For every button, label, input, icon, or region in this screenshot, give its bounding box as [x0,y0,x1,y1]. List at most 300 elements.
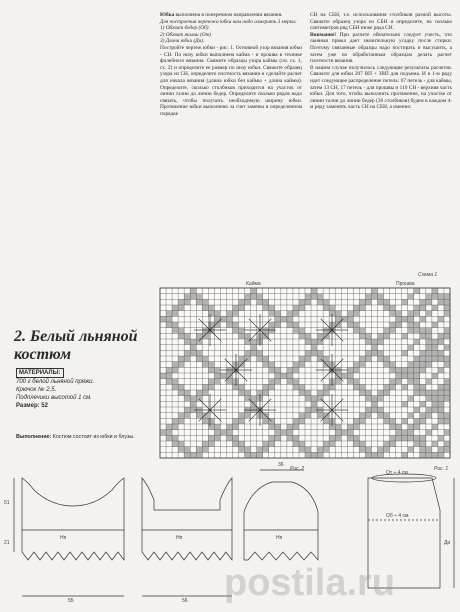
size-value: 52 [41,403,48,409]
chart-cell [293,424,299,430]
chart-cell [293,435,299,441]
chart-cell [208,311,214,317]
chart-cell [444,328,450,334]
chart-cell [371,339,377,345]
chart-cell [426,362,432,368]
material-line: Подплечики высотой 1 см. [16,395,92,401]
chart-cell [293,384,299,390]
chart-cell [239,418,245,424]
chart-cell [371,452,377,458]
chart-cell [420,328,426,334]
chart-cell [263,356,269,362]
chart-cell [239,441,245,447]
chart-cell [245,396,251,402]
chart-cell [305,407,311,413]
chart-cell [305,299,311,305]
chart-cell [402,401,408,407]
chart-cell [299,413,305,419]
chart-cell [293,441,299,447]
chart-cell [390,362,396,368]
chart-cell [384,333,390,339]
paragraph: 2) Обхват талии (От) [160,31,212,38]
chart-cell [420,390,426,396]
chart-cell [396,311,402,317]
chart-cell [311,350,317,356]
chart-cell [347,367,353,373]
chart-cell [178,328,184,334]
chart-cell [202,447,208,453]
front-lower-height-label: 21 [4,540,10,546]
chart-cell [202,299,208,305]
chart-cell [299,356,305,362]
chart-cell [305,350,311,356]
chart-cell [208,418,214,424]
chart-cell [275,424,281,430]
chart-cell [432,452,438,458]
chart-cell [414,418,420,424]
materials-block [16,368,156,410]
chart-cell [172,322,178,328]
chart-cell [239,390,245,396]
chart-cell [202,384,208,390]
chart-cell [275,316,281,322]
chart-cell [444,418,450,424]
chart-cell [384,441,390,447]
chart-cell [166,316,172,322]
chart-cell [263,418,269,424]
material-line: 700 г белой льняной пряжи. [16,379,95,385]
chart-cell [263,299,269,305]
chart-cell [384,356,390,362]
chart-cell [251,288,257,294]
chart-cell [245,452,251,458]
chart-cell [408,379,414,385]
chart-cell [420,316,426,322]
chart-cell [359,299,365,305]
paragraph: В нашем случае получилось следующие результаты расчетов. Свяжите для юбки 207 ВП + 3ВП для подъема. И в 1-м ряду идет следующее распределение петель: 67 петель - для каймы, затем 13 СН, 17 петель - для прошвы и 110 СН - верхняя часть юбки. Для того, чтобы выполнить протяжение, на участке от линии талии до линии бедер (36 столбиков) будем в каждом 4-м ряду заменять часть СН на СБН, а именно: [310,64,452,111]
chart-cell [239,305,245,311]
chart-cell [275,435,281,441]
chart-cell [384,305,390,311]
chart-cell [438,447,444,453]
chart-cell [390,311,396,317]
chart-cell [160,430,166,436]
chart-cell [196,350,202,356]
chart-cell [432,350,438,356]
chart-cell [414,424,420,430]
chart-cell [311,294,317,300]
chart-cell [378,396,384,402]
chart-cell [208,424,214,430]
chart-cell [432,339,438,345]
chart-cell [438,413,444,419]
chart-cell [275,430,281,436]
chart-cell [378,356,384,362]
chart-cell [426,452,432,458]
chart-cell [438,294,444,300]
chart-cell [408,362,414,368]
chart-cell [390,367,396,373]
chart-cell [353,418,359,424]
chart-cell [444,430,450,436]
chart-cell [444,311,450,317]
chart-cell [438,452,444,458]
chart-cell [311,288,317,294]
chart-cell [335,435,341,441]
chart-cell [365,339,371,345]
chart-cell [226,316,232,322]
chart-cell [202,441,208,447]
chart-cell [444,379,450,385]
chart-cell [202,390,208,396]
chart-cell [245,339,251,345]
chart-cell [323,390,329,396]
back-pattern [142,478,232,560]
chart-cell [233,435,239,441]
chart-cell [384,328,390,334]
chart-cell [444,441,450,447]
chart-cell [353,362,359,368]
chart-cell [245,294,251,300]
chart-cell [414,435,420,441]
chart-cell [365,407,371,413]
chart-cell [414,441,420,447]
chart-cell [365,447,371,453]
chart-cell [245,299,251,305]
chart-cell [408,367,414,373]
chart-cell [317,413,323,419]
chart-cell [305,452,311,458]
chart-cell [287,373,293,379]
chart-cell [178,384,184,390]
chart-cell [317,447,323,453]
chart-cell [233,305,239,311]
chart-cell [432,294,438,300]
chart-cell [426,396,432,402]
chart-cell [414,328,420,334]
chart-cell [172,441,178,447]
chart-cell [311,401,317,407]
chart-cell [263,384,269,390]
chart-cell [414,305,420,311]
chart-cell [269,424,275,430]
chart-label-proshva: Прошва [396,281,415,287]
chart-cell [359,413,365,419]
chart-cell [251,350,257,356]
chart-cell [414,379,420,385]
front-pattern [22,478,124,560]
chart-cell [293,305,299,311]
chart-cell [420,350,426,356]
chart-cell [390,305,396,311]
chart-cell [269,441,275,447]
chart-cell [432,396,438,402]
chart-cell [414,367,420,373]
chart-cell [226,430,232,436]
chart-cell [257,447,263,453]
chart-label-kaima: Кайма [246,281,261,287]
chart-cell [263,362,269,368]
chart-cell [220,373,226,379]
chart-cell [432,322,438,328]
chart-cell [299,384,305,390]
back-width-label: 56 [182,598,188,604]
chart-cell [172,362,178,368]
chart-cell [426,328,432,334]
chart-cell [287,367,293,373]
chart-cell [335,322,341,328]
chart-cell [438,396,444,402]
chart-cell [166,373,172,379]
chart-cell [396,367,402,373]
chart-cell [239,447,245,453]
chart-cell [408,328,414,334]
chart-cell [202,305,208,311]
chart-cell [353,384,359,390]
front-height-label: 51 [4,500,10,506]
chart-cell [275,373,281,379]
chart-cell [438,384,444,390]
chart-cell [287,430,293,436]
chart-cell [178,447,184,453]
chart-cell [196,447,202,453]
chart-cell [172,435,178,441]
chart-cell [214,311,220,317]
chart-cell [190,345,196,351]
chart-cell [414,322,420,328]
chart-cell [178,333,184,339]
chart-cell [202,362,208,368]
chart-cell [208,441,214,447]
chart-cell [359,328,365,334]
chart-cell [402,350,408,356]
chart-cell [239,299,245,305]
chart-cell [359,384,365,390]
chart-cell [359,356,365,362]
chart-cell [233,322,239,328]
sleeve-hem-label: Нп [276,535,283,541]
chart-cell [426,333,432,339]
chart-cell [414,373,420,379]
chart-cell [226,311,232,317]
chart-cell [353,328,359,334]
front-hem-label: Нп [60,535,67,541]
chart-cell [184,356,190,362]
chart-cell [275,311,281,317]
chart-cell [347,430,353,436]
chart-cell [287,316,293,322]
chart-cell [233,424,239,430]
chart-cell [438,390,444,396]
chart-cell [390,441,396,447]
chart-cell [202,356,208,362]
chart-cell [196,396,202,402]
chart-cell [178,390,184,396]
chart-cell [287,424,293,430]
chart-cell [202,413,208,419]
chart-cell [178,413,184,419]
chart-cell [335,316,341,322]
chart-cell [184,294,190,300]
sleeve-width-label: 36 [278,462,284,468]
chart-cell [444,294,450,300]
chart-cell [420,362,426,368]
chart-cell [402,316,408,322]
chart-cell [390,435,396,441]
chart-cell [371,350,377,356]
chart-cell [341,430,347,436]
chart-cell [365,413,371,419]
chart-cell [245,350,251,356]
chart-cell [178,418,184,424]
fig2-caption: Рис. 2 [290,466,305,472]
chart-cell [408,322,414,328]
chart-cell [444,447,450,453]
chart-cell [414,407,420,413]
chart-cell [402,452,408,458]
chart-cell [359,305,365,311]
chart-cell [208,379,214,385]
chart-cell [414,390,420,396]
chart-cell [420,401,426,407]
chart-cell [408,430,414,436]
chart-cell [263,305,269,311]
chart-cell [233,379,239,385]
chart-cell [202,418,208,424]
chart-cell [414,311,420,317]
chart-cell [438,356,444,362]
chart-cell [184,396,190,402]
chart-cell [420,441,426,447]
chart-cell [396,322,402,328]
chart-cell [353,424,359,430]
chart-cell [214,424,220,430]
chart-cell [408,311,414,317]
chart-cell [196,333,202,339]
chart-cell [420,413,426,419]
chart-cell [184,447,190,453]
chart-cell [202,333,208,339]
chart-cell [378,299,384,305]
chart-cell [329,305,335,311]
chart-cell [233,384,239,390]
chart-cell [365,333,371,339]
chart-cell [432,373,438,379]
chart-cell [317,350,323,356]
chart-cell [305,333,311,339]
chart-cell [166,430,172,436]
chart-cell [196,294,202,300]
chart-cell [172,367,178,373]
chart-cell [299,328,305,334]
chart-cell [438,367,444,373]
sleeve-pattern [244,482,318,560]
chart-cell [365,390,371,396]
chart-cell [432,345,438,351]
chart-cell [287,379,293,385]
chart-cell [432,305,438,311]
skirt-length-label: Ди [444,540,451,546]
chart-cell [214,379,220,385]
execution-note: Выполнение: Костюм состоит из юбки и блузы. [16,434,135,440]
chart-cell [426,413,432,419]
chart-cell [438,418,444,424]
chart-cell [335,379,341,385]
chart-cell [257,339,263,345]
chart-cell [166,367,172,373]
chart-cell [384,447,390,453]
chart-cell [166,379,172,385]
chart-cell [365,299,371,305]
chart-cell [190,294,196,300]
chart-cell [311,452,317,458]
chart-cell [347,379,353,385]
chart-cell [257,390,263,396]
chart-cell [214,430,220,436]
chart-cell [408,294,414,300]
chart-cell [396,379,402,385]
chart-cell [214,373,220,379]
chart-cell [347,373,353,379]
chart-cell [353,311,359,317]
chart-cell [226,379,232,385]
chart-cell [426,407,432,413]
chart-cell [444,345,450,351]
chart-cell [287,322,293,328]
chart-cell [269,328,275,334]
chart-cell [365,452,371,458]
chart-cell [178,441,184,447]
chart-cell [414,288,420,294]
chart-cell [396,424,402,430]
chart-cell [432,356,438,362]
chart-cell [311,345,317,351]
chart-cell [378,390,384,396]
chart-cell [408,447,414,453]
chart-cell [208,384,214,390]
chart-cell [353,367,359,373]
chart-cell [196,299,202,305]
chart-cell [190,396,196,402]
chart-cell [359,441,365,447]
chart-cell [257,333,263,339]
chart-cell [426,379,432,385]
chart-cell [371,401,377,407]
chart-cell [335,311,341,317]
chart-cell [420,367,426,373]
chart-cell [269,311,275,317]
chart-caption: Схема 1 [418,272,438,278]
chart-cell [214,367,220,373]
paragraph: СН на СБН, т.е. использования столбиков разной высоты. Свяжите образец узора из СБН и определите, на сколько сантиметров ряд СБН ниже ряда СН. [310,12,452,32]
chart-cell [378,294,384,300]
chart-cell [396,435,402,441]
chart-cell [239,356,245,362]
chart-cell [359,447,365,453]
chart-cell [214,316,220,322]
chart-cell [293,328,299,334]
chart-cell [384,362,390,368]
chart-cell [196,390,202,396]
chart-cell [220,316,226,322]
chart-cell [275,367,281,373]
chart-cell [444,305,450,311]
chart-cell [190,288,196,294]
chart-cell [323,441,329,447]
chart-cell [390,384,396,390]
chart-cell [438,339,444,345]
chart-cell [305,356,311,362]
